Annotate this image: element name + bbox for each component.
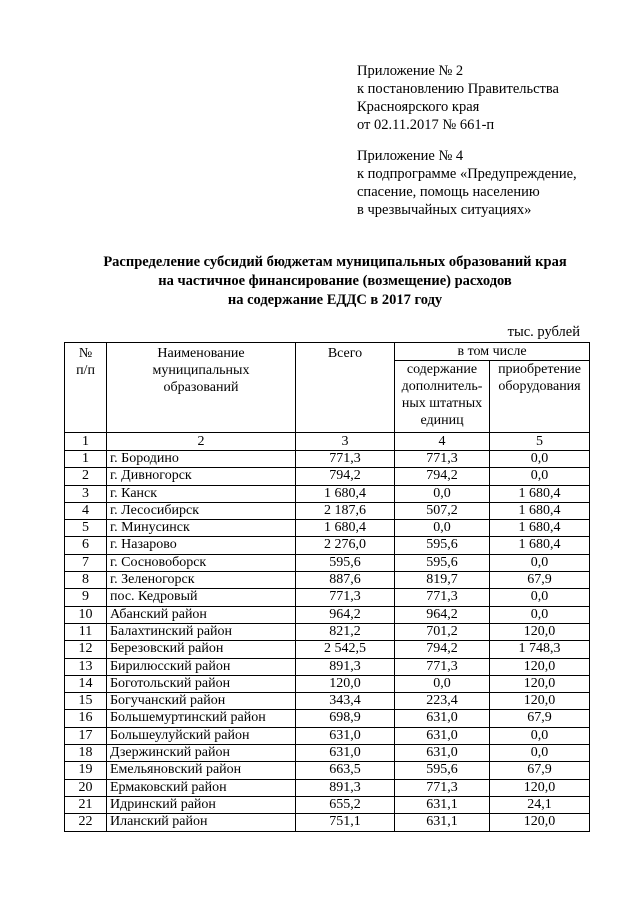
row-number-cell: 1 bbox=[65, 451, 107, 468]
municipality-name-cell: г. Дивногорск bbox=[107, 468, 296, 485]
equipment-cell: 120,0 bbox=[490, 693, 590, 710]
equipment-cell: 0,0 bbox=[490, 727, 590, 744]
total-cell: 771,3 bbox=[296, 451, 395, 468]
column-index: 1 bbox=[65, 433, 107, 451]
equipment-cell: 1 680,4 bbox=[490, 502, 590, 519]
total-cell: 964,2 bbox=[296, 606, 395, 623]
row-number-cell: 12 bbox=[65, 641, 107, 658]
staff-cell: 631,1 bbox=[395, 796, 490, 813]
header-name-text: Наименование муниципальных образований bbox=[152, 346, 250, 395]
table-row bbox=[65, 589, 590, 606]
municipality-name-cell: г. Зеленогорск bbox=[107, 572, 296, 589]
table-row bbox=[65, 502, 590, 519]
appendix-line: к подпрограмме «Предупреждение, bbox=[357, 166, 577, 182]
equipment-cell: 120,0 bbox=[490, 814, 590, 831]
row-number-cell: 19 bbox=[65, 762, 107, 779]
staff-cell: 595,6 bbox=[395, 762, 490, 779]
equipment-cell: 1 680,4 bbox=[490, 485, 590, 502]
total-cell: 698,9 bbox=[296, 710, 395, 727]
header-equipment-text: приобретение оборудования bbox=[498, 362, 581, 394]
header-number-text: № п/п bbox=[76, 346, 95, 378]
header-equipment bbox=[490, 361, 590, 433]
total-cell: 887,6 bbox=[296, 572, 395, 589]
row-number-cell: 9 bbox=[65, 589, 107, 606]
staff-cell: 771,3 bbox=[395, 658, 490, 675]
staff-cell: 0,0 bbox=[395, 520, 490, 537]
municipality-name-cell: г. Сосновоборск bbox=[107, 554, 296, 571]
title-line: Распределение субсидий бюджетам муниципальных образований края bbox=[103, 254, 567, 270]
header-total bbox=[296, 343, 395, 433]
equipment-cell: 0,0 bbox=[490, 554, 590, 571]
equipment-cell: 120,0 bbox=[490, 675, 590, 692]
equipment-cell: 0,0 bbox=[490, 745, 590, 762]
municipality-name-cell: Богучанский район bbox=[107, 693, 296, 710]
column-index: 3 bbox=[296, 433, 395, 451]
municipality-name-cell: Балахтинский район bbox=[107, 623, 296, 640]
appendix-line: Приложение № 4 bbox=[357, 148, 464, 164]
row-number-cell: 21 bbox=[65, 796, 107, 813]
municipality-name-cell: Березовский район bbox=[107, 641, 296, 658]
equipment-cell: 0,0 bbox=[490, 468, 590, 485]
column-index: 2 bbox=[107, 433, 296, 451]
table-row bbox=[65, 727, 590, 744]
row-number-cell: 10 bbox=[65, 606, 107, 623]
total-cell: 2 542,5 bbox=[296, 641, 395, 658]
total-cell: 891,3 bbox=[296, 779, 395, 796]
appendix-header-1 bbox=[357, 62, 559, 134]
total-cell: 1 680,4 bbox=[296, 485, 395, 502]
table-row bbox=[65, 623, 590, 640]
units-label: тыс. рублей bbox=[507, 324, 580, 340]
column-index: 5 bbox=[490, 433, 590, 451]
appendix-line: Приложение № 2 bbox=[357, 63, 464, 79]
total-cell: 343,4 bbox=[296, 693, 395, 710]
total-cell: 891,3 bbox=[296, 658, 395, 675]
row-number-cell: 14 bbox=[65, 675, 107, 692]
row-number-cell: 16 bbox=[65, 710, 107, 727]
staff-cell: 223,4 bbox=[395, 693, 490, 710]
total-cell: 631,0 bbox=[296, 745, 395, 762]
municipality-name-cell: г. Лесосибирск bbox=[107, 502, 296, 519]
table-row bbox=[65, 796, 590, 813]
staff-cell: 631,0 bbox=[395, 710, 490, 727]
table-row bbox=[65, 485, 590, 502]
table-row bbox=[65, 710, 590, 727]
row-number-cell: 20 bbox=[65, 779, 107, 796]
table-row bbox=[65, 745, 590, 762]
header-group bbox=[395, 343, 590, 361]
table-row bbox=[65, 451, 590, 468]
staff-cell: 794,2 bbox=[395, 468, 490, 485]
equipment-cell: 24,1 bbox=[490, 796, 590, 813]
row-number-cell: 6 bbox=[65, 537, 107, 554]
row-number-cell: 4 bbox=[65, 502, 107, 519]
appendix-header-2 bbox=[357, 147, 577, 219]
subsidy-table bbox=[64, 342, 590, 832]
header-number bbox=[65, 343, 107, 433]
total-cell: 1 680,4 bbox=[296, 520, 395, 537]
municipality-name-cell: Большемуртинский район bbox=[107, 710, 296, 727]
equipment-cell: 0,0 bbox=[490, 606, 590, 623]
table-row bbox=[65, 520, 590, 537]
row-number-cell: 13 bbox=[65, 658, 107, 675]
equipment-cell: 1 680,4 bbox=[490, 537, 590, 554]
municipality-name-cell: Ермаковский район bbox=[107, 779, 296, 796]
equipment-cell: 0,0 bbox=[490, 589, 590, 606]
municipality-name-cell: Большеулуйский район bbox=[107, 727, 296, 744]
equipment-cell: 67,9 bbox=[490, 710, 590, 727]
title-line: на содержание ЕДДС в 2017 году bbox=[227, 292, 443, 308]
table-row bbox=[65, 693, 590, 710]
equipment-cell: 67,9 bbox=[490, 762, 590, 779]
staff-cell: 595,6 bbox=[395, 554, 490, 571]
municipality-name-cell: Идринский район bbox=[107, 796, 296, 813]
appendix-line: от 02.11.2017 № 661-п bbox=[357, 117, 495, 133]
equipment-cell: 1 748,3 bbox=[490, 641, 590, 658]
municipality-name-cell: г. Канск bbox=[107, 485, 296, 502]
table-row bbox=[65, 468, 590, 485]
row-number-cell: 3 bbox=[65, 485, 107, 502]
equipment-cell: 120,0 bbox=[490, 623, 590, 640]
staff-cell: 771,3 bbox=[395, 589, 490, 606]
municipality-name-cell: пос. Кедровый bbox=[107, 589, 296, 606]
total-cell: 751,1 bbox=[296, 814, 395, 831]
row-number-cell: 5 bbox=[65, 520, 107, 537]
table-body bbox=[65, 451, 590, 832]
table-row bbox=[65, 658, 590, 675]
equipment-cell: 67,9 bbox=[490, 572, 590, 589]
table-row bbox=[65, 675, 590, 692]
staff-cell: 631,0 bbox=[395, 727, 490, 744]
row-number-cell: 18 bbox=[65, 745, 107, 762]
row-number-cell: 2 bbox=[65, 468, 107, 485]
header-staff-text: содержание дополнитель- ных штатных единиц bbox=[401, 362, 483, 428]
row-number-cell: 22 bbox=[65, 814, 107, 831]
header-name bbox=[107, 343, 296, 433]
row-number-cell: 7 bbox=[65, 554, 107, 571]
title-line: на частичное финансирование (возмещение) расходов bbox=[158, 273, 512, 289]
staff-cell: 771,3 bbox=[395, 779, 490, 796]
appendix-line: Красноярского края bbox=[357, 99, 480, 115]
column-index-row bbox=[65, 433, 590, 451]
table-row bbox=[65, 814, 590, 831]
staff-cell: 631,0 bbox=[395, 745, 490, 762]
total-cell: 821,2 bbox=[296, 623, 395, 640]
staff-cell: 701,2 bbox=[395, 623, 490, 640]
municipality-name-cell: Емельяновский район bbox=[107, 762, 296, 779]
staff-cell: 631,1 bbox=[395, 814, 490, 831]
municipality-name-cell: Иланский район bbox=[107, 814, 296, 831]
staff-cell: 964,2 bbox=[395, 606, 490, 623]
table-row bbox=[65, 606, 590, 623]
staff-cell: 794,2 bbox=[395, 641, 490, 658]
municipality-name-cell: Дзержинский район bbox=[107, 745, 296, 762]
appendix-line: в чрезвычайных ситуациях» bbox=[357, 202, 532, 218]
table-row bbox=[65, 779, 590, 796]
total-cell: 771,3 bbox=[296, 589, 395, 606]
staff-cell: 0,0 bbox=[395, 485, 490, 502]
municipality-name-cell: г. Минусинск bbox=[107, 520, 296, 537]
equipment-cell: 0,0 bbox=[490, 451, 590, 468]
staff-cell: 507,2 bbox=[395, 502, 490, 519]
total-cell: 120,0 bbox=[296, 675, 395, 692]
table-row bbox=[65, 572, 590, 589]
row-number-cell: 17 bbox=[65, 727, 107, 744]
staff-cell: 771,3 bbox=[395, 451, 490, 468]
total-cell: 2 187,6 bbox=[296, 502, 395, 519]
municipality-name-cell: г. Бородино bbox=[107, 451, 296, 468]
document-title bbox=[70, 253, 600, 310]
row-number-cell: 8 bbox=[65, 572, 107, 589]
municipality-name-cell: г. Назарово bbox=[107, 537, 296, 554]
table-row bbox=[65, 537, 590, 554]
total-cell: 631,0 bbox=[296, 727, 395, 744]
table-row bbox=[65, 554, 590, 571]
header-total-text: Всего bbox=[327, 346, 363, 361]
equipment-cell: 120,0 bbox=[490, 779, 590, 796]
total-cell: 595,6 bbox=[296, 554, 395, 571]
municipality-name-cell: Бирилюсский район bbox=[107, 658, 296, 675]
appendix-line: спасение, помощь населению bbox=[357, 184, 540, 200]
header-staff bbox=[395, 361, 490, 433]
appendix-line: к постановлению Правительства bbox=[357, 81, 559, 97]
total-cell: 2 276,0 bbox=[296, 537, 395, 554]
equipment-cell: 120,0 bbox=[490, 658, 590, 675]
header-group-text: в том числе bbox=[457, 344, 527, 359]
staff-cell: 595,6 bbox=[395, 537, 490, 554]
municipality-name-cell: Абанский район bbox=[107, 606, 296, 623]
staff-cell: 819,7 bbox=[395, 572, 490, 589]
column-index: 4 bbox=[395, 433, 490, 451]
equipment-cell: 1 680,4 bbox=[490, 520, 590, 537]
row-number-cell: 15 bbox=[65, 693, 107, 710]
total-cell: 663,5 bbox=[296, 762, 395, 779]
total-cell: 655,2 bbox=[296, 796, 395, 813]
staff-cell: 0,0 bbox=[395, 675, 490, 692]
total-cell: 794,2 bbox=[296, 468, 395, 485]
municipality-name-cell: Боготольский район bbox=[107, 675, 296, 692]
row-number-cell: 11 bbox=[65, 623, 107, 640]
table-row bbox=[65, 641, 590, 658]
table-row bbox=[65, 762, 590, 779]
